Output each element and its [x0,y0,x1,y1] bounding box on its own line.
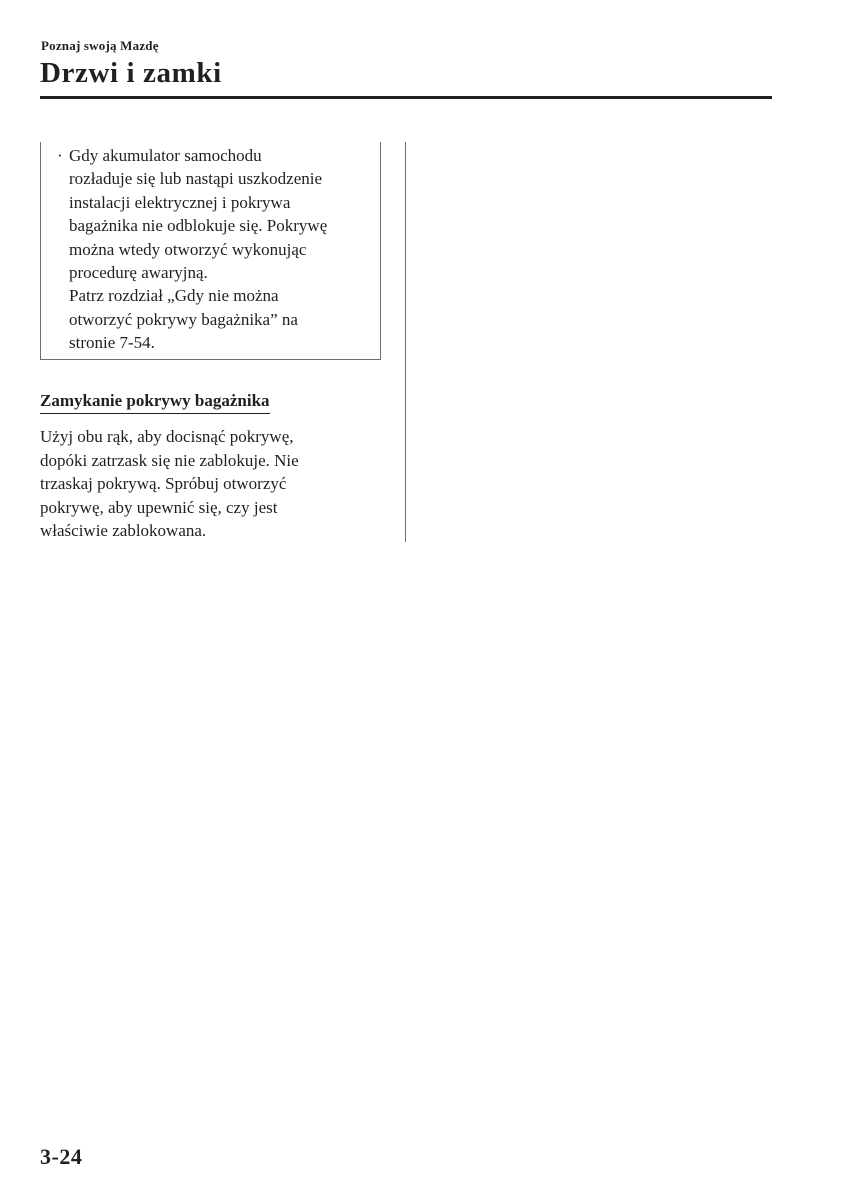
note-line: można wtedy otworzyć wykonując [69,239,307,259]
body-line: właściwie zablokowana. [40,521,207,541]
note-line: Gdy akumulator samochodu [69,146,262,165]
note-line: instalacji elektrycznej i pokrywa [69,192,291,212]
page-number: 3-24 [40,1144,83,1169]
note-line: rozładuje się lub nastąpi uszkodzenie [69,169,323,189]
note-line: Patrz rozdział „Gdy nie można [69,286,279,306]
note-line: stronie 7-54. [69,333,155,353]
title-rule [40,96,772,99]
note-line: otworzyć pokrywy bagażnika” na [69,309,298,329]
body-line: Użyj obu rąk, aby docisnąć pokrywę, [40,427,294,446]
note-line: bagażnika nie odblokuje się. Pokrywę [69,216,328,236]
section-label: Poznaj swoją Mazdę [41,38,159,53]
note-text [69,144,374,355]
note-line: procedurę awaryjną. [69,263,208,283]
body-line: pokrywę, aby upewnić się, czy jest [40,497,278,517]
body-line: dopóki zatrzask się nie zablokuje. Nie [40,450,299,470]
note-bullet: · [57,146,63,165]
section-body [40,425,380,543]
column-rule [405,142,406,542]
section-heading: Zamykanie pokrywy bagażnika [40,390,270,414]
page-title: Drzwi i zamki [40,57,222,89]
body-line: trzaskaj pokrywą. Spróbuj otworzyć [40,474,287,494]
